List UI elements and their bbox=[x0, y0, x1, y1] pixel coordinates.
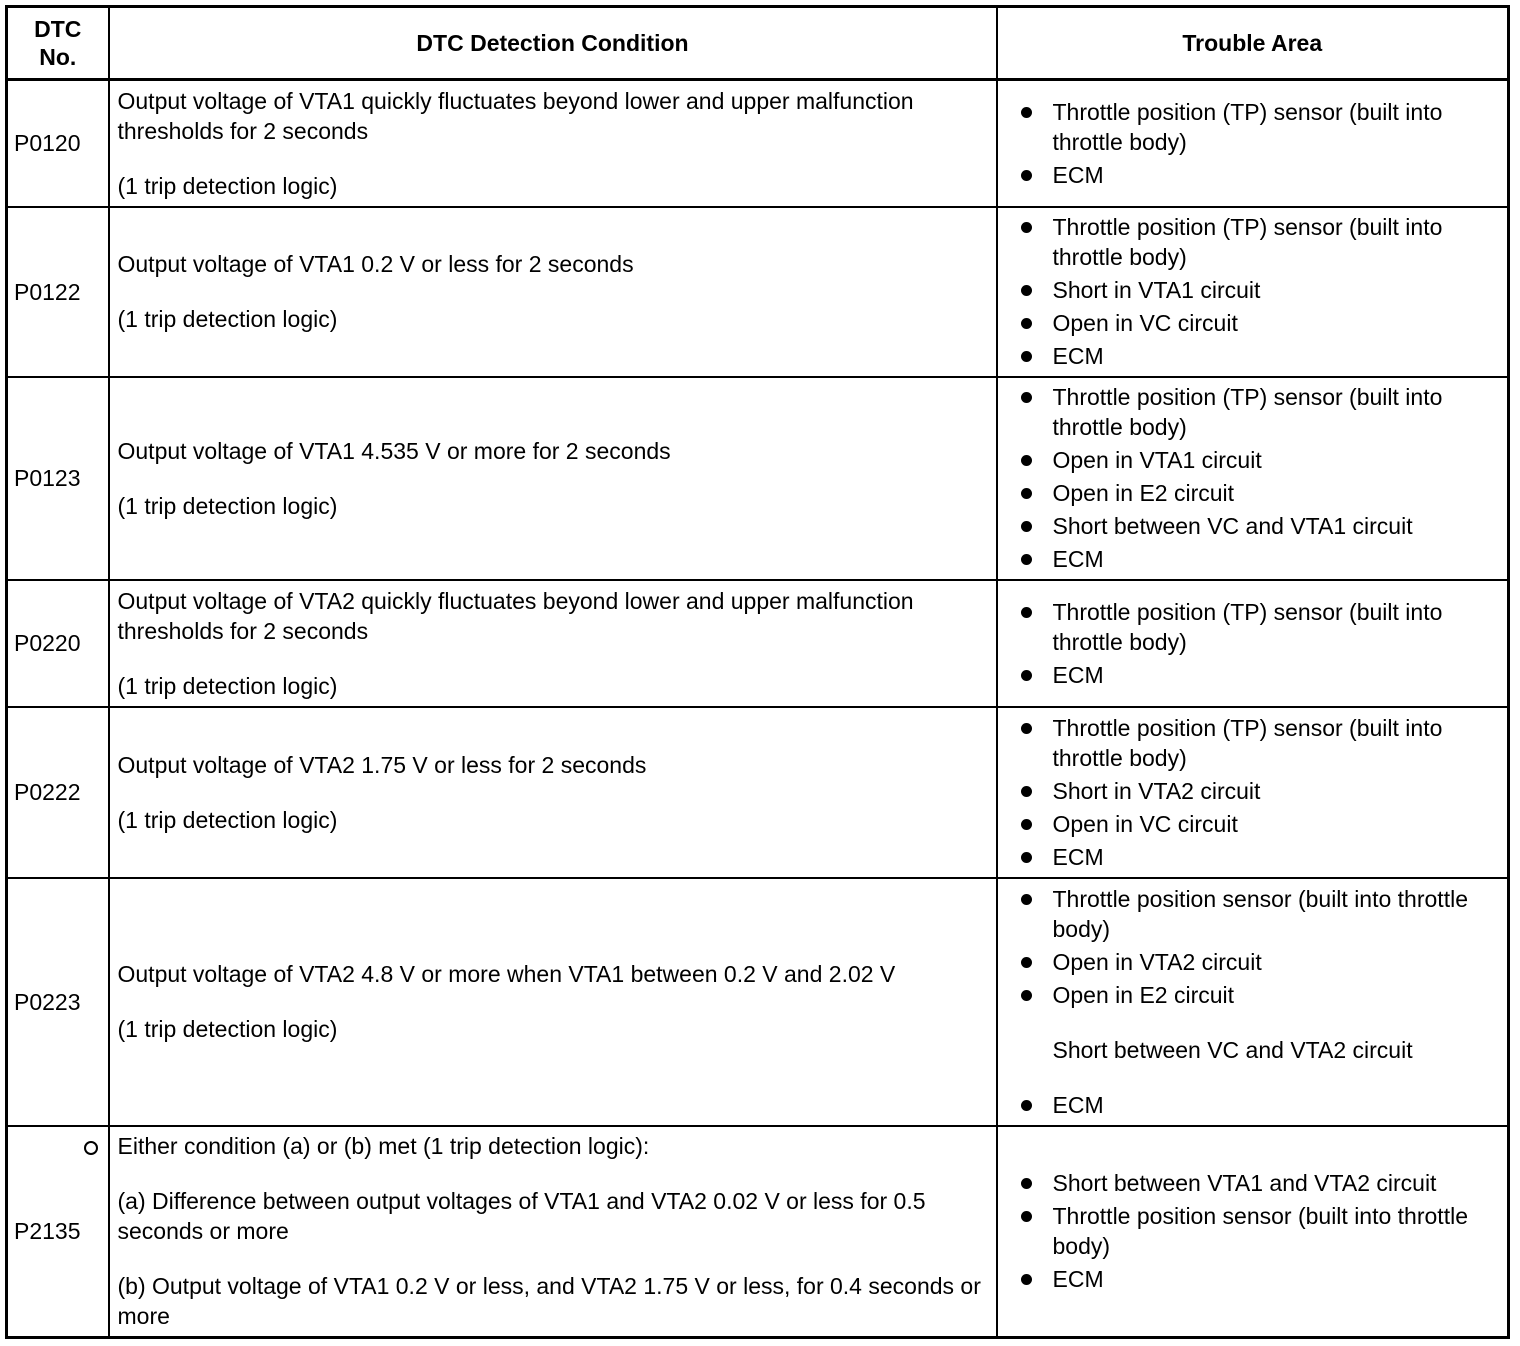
trouble-area bbox=[997, 707, 1509, 878]
dtc-code: P0220 bbox=[7, 580, 109, 707]
bullet-icon bbox=[1021, 723, 1032, 734]
table-row bbox=[7, 377, 1509, 580]
trouble-area bbox=[997, 1126, 1509, 1338]
list-item: Open in VC circuit bbox=[1016, 308, 1498, 338]
detection-condition: Output voltage of VTA2 quickly fluctuates beyond lower and upper malfunction thresholds for 2 seconds (1 trip detection logic) bbox=[109, 580, 997, 707]
table-row bbox=[7, 80, 1509, 207]
bullet-icon bbox=[1021, 351, 1032, 362]
list-item: Short between VC and VTA2 circuit bbox=[1052, 1036, 1413, 1063]
bullet-icon bbox=[1021, 852, 1032, 863]
dtc-code: P0122 bbox=[7, 207, 109, 377]
list-item: Throttle position (TP) sensor (built into throttle body) bbox=[1016, 97, 1498, 157]
trouble-area bbox=[997, 377, 1509, 580]
header-dtc-no: DTC No. bbox=[7, 7, 109, 80]
table-row bbox=[7, 707, 1509, 878]
dtc-table-wrapper bbox=[5, 5, 1510, 1339]
detection-condition: Output voltage of VTA2 1.75 V or less for 2 seconds (1 trip detection logic) bbox=[109, 707, 997, 878]
list-item: Short between VTA1 and VTA2 circuit bbox=[1016, 1168, 1498, 1198]
list-item: Short in VTA1 circuit bbox=[1016, 275, 1498, 305]
table-row bbox=[7, 580, 1509, 707]
list-item: Throttle position (TP) sensor (built into throttle body) bbox=[1016, 597, 1498, 657]
bullet-icon bbox=[1021, 1274, 1032, 1285]
bullet-icon bbox=[1021, 455, 1032, 466]
trouble-area bbox=[997, 80, 1509, 207]
trouble-area bbox=[997, 207, 1509, 377]
detection-condition: Either condition (a) or (b) met (1 trip detection logic): (a) Difference between output voltages of VTA1 and VTA2 0.02 V or less for 0.5 seconds or more (b) Output voltage of VTA1 0.2 V or less, and VTA2 1.75 V or less, for 0.4 seconds or more bbox=[109, 1126, 997, 1338]
bullet-icon bbox=[1021, 488, 1032, 499]
header-detection-condition: DTC Detection Condition bbox=[109, 7, 997, 80]
list-item: Open in VC circuit bbox=[1016, 809, 1498, 839]
list-item: Open in E2 circuit bbox=[1016, 980, 1498, 1010]
list-item: ECM bbox=[1016, 341, 1498, 371]
list-item: ECM bbox=[1016, 1090, 1498, 1120]
dtc-code: P2135 bbox=[7, 1126, 109, 1338]
dtc-table bbox=[5, 5, 1510, 1339]
bullet-icon bbox=[1021, 990, 1032, 1001]
trouble-area bbox=[997, 878, 1509, 1126]
list-item: ECM bbox=[1016, 544, 1498, 574]
detection-condition: Output voltage of VTA2 4.8 V or more when VTA1 between 0.2 V and 2.02 V (1 trip detection logic) bbox=[109, 878, 997, 1126]
dtc-code: P0223 bbox=[7, 878, 109, 1126]
trouble-area bbox=[997, 580, 1509, 707]
list-item: ECM bbox=[1016, 160, 1498, 190]
bullet-icon bbox=[1021, 222, 1032, 233]
bullet-icon bbox=[1021, 1100, 1032, 1111]
bullet-icon bbox=[1021, 670, 1032, 681]
table-row bbox=[7, 878, 1509, 1126]
list-item: Throttle position sensor (built into throttle body) bbox=[1016, 884, 1498, 944]
list-item: Throttle position (TP) sensor (built into throttle body) bbox=[1016, 713, 1498, 773]
list-item: Open in VTA2 circuit bbox=[1016, 947, 1498, 977]
list-item: Short between VC and VTA1 circuit bbox=[1016, 511, 1498, 541]
table-row bbox=[7, 207, 1509, 377]
bullet-icon bbox=[1021, 285, 1032, 296]
bullet-icon bbox=[1021, 819, 1032, 830]
detection-condition: Output voltage of VTA1 4.535 V or more for 2 seconds (1 trip detection logic) bbox=[109, 377, 997, 580]
list-item: ECM bbox=[1016, 842, 1498, 872]
bullet-icon bbox=[1021, 170, 1032, 181]
detection-condition: Output voltage of VTA1 0.2 V or less for 2 seconds (1 trip detection logic) bbox=[109, 207, 997, 377]
bullet-icon bbox=[1021, 957, 1032, 968]
header-trouble-area: Trouble Area bbox=[997, 7, 1509, 80]
dtc-code: P0222 bbox=[7, 707, 109, 878]
bullet-icon bbox=[1021, 894, 1032, 905]
bullet-icon bbox=[1021, 554, 1032, 565]
list-item: Open in E2 circuit bbox=[1016, 478, 1498, 508]
list-item: ECM bbox=[1016, 660, 1498, 690]
bullet-icon bbox=[1021, 318, 1032, 329]
bullet-icon bbox=[1021, 786, 1032, 797]
bullet-icon bbox=[1021, 607, 1032, 618]
bullet-icon bbox=[1021, 392, 1032, 403]
list-item: Open in VTA1 circuit bbox=[1016, 445, 1498, 475]
bullet-icon bbox=[1021, 521, 1032, 532]
list-item: Throttle position sensor (built into throttle body) bbox=[1016, 1201, 1498, 1261]
dtc-code: P0120 bbox=[7, 80, 109, 207]
table-header-row bbox=[7, 7, 1509, 80]
list-item: Throttle position (TP) sensor (built into throttle body) bbox=[1016, 382, 1498, 442]
list-item: Short in VTA2 circuit bbox=[1016, 776, 1498, 806]
table-row bbox=[7, 1126, 1509, 1338]
bullet-icon bbox=[1021, 1178, 1032, 1189]
list-item: Throttle position (TP) sensor (built into throttle body) bbox=[1016, 212, 1498, 272]
list-item: ECM bbox=[1016, 1264, 1498, 1294]
dtc-code: P0123 bbox=[7, 377, 109, 580]
bullet-icon bbox=[1021, 1211, 1032, 1222]
detection-condition: Output voltage of VTA1 quickly fluctuates beyond lower and upper malfunction thresholds for 2 seconds (1 trip detection logic) bbox=[109, 80, 997, 207]
circle-marker-icon bbox=[84, 1141, 98, 1155]
bullet-icon bbox=[1021, 107, 1032, 118]
